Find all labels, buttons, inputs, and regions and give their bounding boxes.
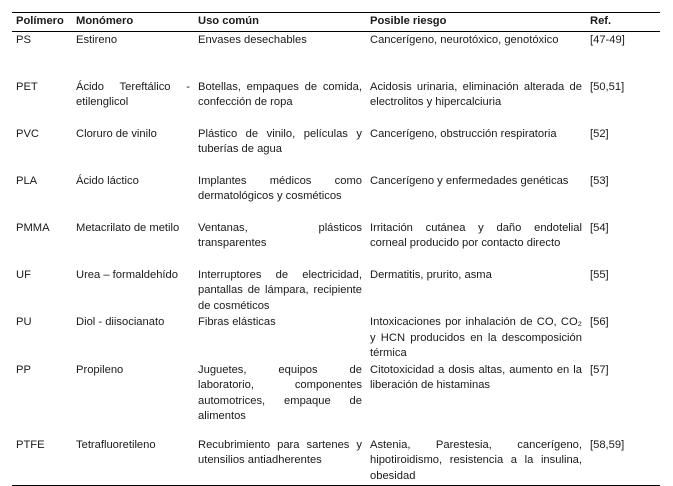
cell-risk: Dermatitis, prurito, asma — [370, 268, 492, 281]
cell-use: Implantes médicos como dermatológicos y cosméticos — [198, 174, 362, 202]
cell-use: Envases desechables — [198, 34, 307, 46]
cell-use: Botellas, empaques de comida, confección de ropa — [198, 80, 362, 108]
polymer-risk-table — [12, 12, 660, 486]
cell-polymer: PU — [16, 316, 32, 328]
cell-ref: [47-49] — [590, 34, 625, 46]
cell-ref: [58,59] — [586, 437, 660, 486]
table-row — [12, 32, 660, 79]
header-risk: Posible riesgo — [366, 13, 586, 32]
cell-use: Fibras elásticas — [198, 316, 276, 328]
cell-ref: [54] — [590, 221, 609, 234]
table-row — [12, 126, 660, 173]
cell-ref: [52] — [590, 127, 609, 140]
cell-ref: [55] — [590, 268, 609, 281]
table-row — [12, 173, 660, 220]
header-monomer: Monómero — [72, 13, 194, 32]
cell-risk: Cancerígeno, neurotóxico, genotóxico — [370, 34, 559, 46]
cell-use: Ventanas, plásticos transparentes — [198, 221, 362, 249]
cell-monomer: Urea – formaldehído — [76, 268, 178, 281]
cell-risk: Astenia, Parestesia, cancerígeno, hipotiroidismo, resistencia a la insulina, obesidad — [366, 437, 586, 486]
cell-risk: Cancerígeno, obstrucción respiratoria — [370, 127, 557, 140]
cell-ref: [56] — [590, 316, 609, 328]
header-ref: Ref. — [586, 13, 660, 32]
table-row — [12, 362, 660, 437]
cell-ref: [50,51] — [590, 80, 625, 93]
cell-monomer: Metacrilato de metilo — [76, 221, 180, 234]
cell-risk: Citotoxicidad a dosis altas, aumento en la liberación de histaminas — [370, 363, 582, 391]
table-row — [12, 437, 660, 486]
cell-risk: Intoxicaciones por inhalación de CO, CO₂ y HCN producidos en la descomposición térmica — [370, 316, 582, 359]
cell-monomer: Ácido láctico — [76, 174, 139, 187]
header-polymer: Polímero — [12, 13, 72, 32]
cell-polymer: UF — [16, 268, 31, 281]
cell-use: Plástico de vinilo, películas y tuberías de agua — [198, 127, 362, 155]
cell-risk: Cancerígeno y enfermedades genéticas — [370, 174, 569, 187]
cell-monomer: Estireno — [76, 34, 118, 46]
cell-ref: [57] — [590, 363, 609, 376]
cell-polymer: PS — [16, 34, 31, 46]
table-row — [12, 314, 660, 362]
table-row — [12, 79, 660, 126]
cell-risk: Irritación cutánea y daño endotelial corneal producido por contacto directo — [370, 221, 582, 249]
cell-monomer: Diol - diisocianato — [76, 316, 165, 328]
cell-monomer: Cloruro de vinilo — [76, 127, 157, 140]
cell-ref: [53] — [590, 174, 609, 187]
cell-polymer: PTFE — [12, 437, 72, 486]
table-row — [12, 267, 660, 315]
table-header-row — [12, 13, 660, 32]
cell-monomer: Propileno — [76, 363, 124, 376]
cell-polymer: PET — [16, 80, 38, 93]
cell-polymer: PVC — [16, 127, 40, 140]
cell-polymer: PMMA — [16, 221, 50, 234]
cell-use: Juguetes, equipos de laboratorio, componentes automotrices, empaque de alimentos — [198, 363, 362, 422]
header-use: Uso común — [194, 13, 366, 32]
cell-polymer: PP — [16, 363, 31, 376]
cell-risk: Acidosis urinaria, eliminación alterada de electrolitos y hipercalciuria — [370, 80, 582, 108]
cell-use: Interruptores de electricidad, pantallas de lámpara, recipiente de cosméticos — [198, 268, 362, 312]
cell-use: Recubrimiento para sartenes y utensilios antiadherentes — [194, 437, 366, 486]
table-row — [12, 220, 660, 267]
cell-monomer: Tetrafluoretileno — [72, 437, 194, 486]
cell-polymer: PLA — [16, 174, 38, 187]
cell-monomer: Ácido Tereftálico - etilenglicol — [76, 80, 190, 108]
